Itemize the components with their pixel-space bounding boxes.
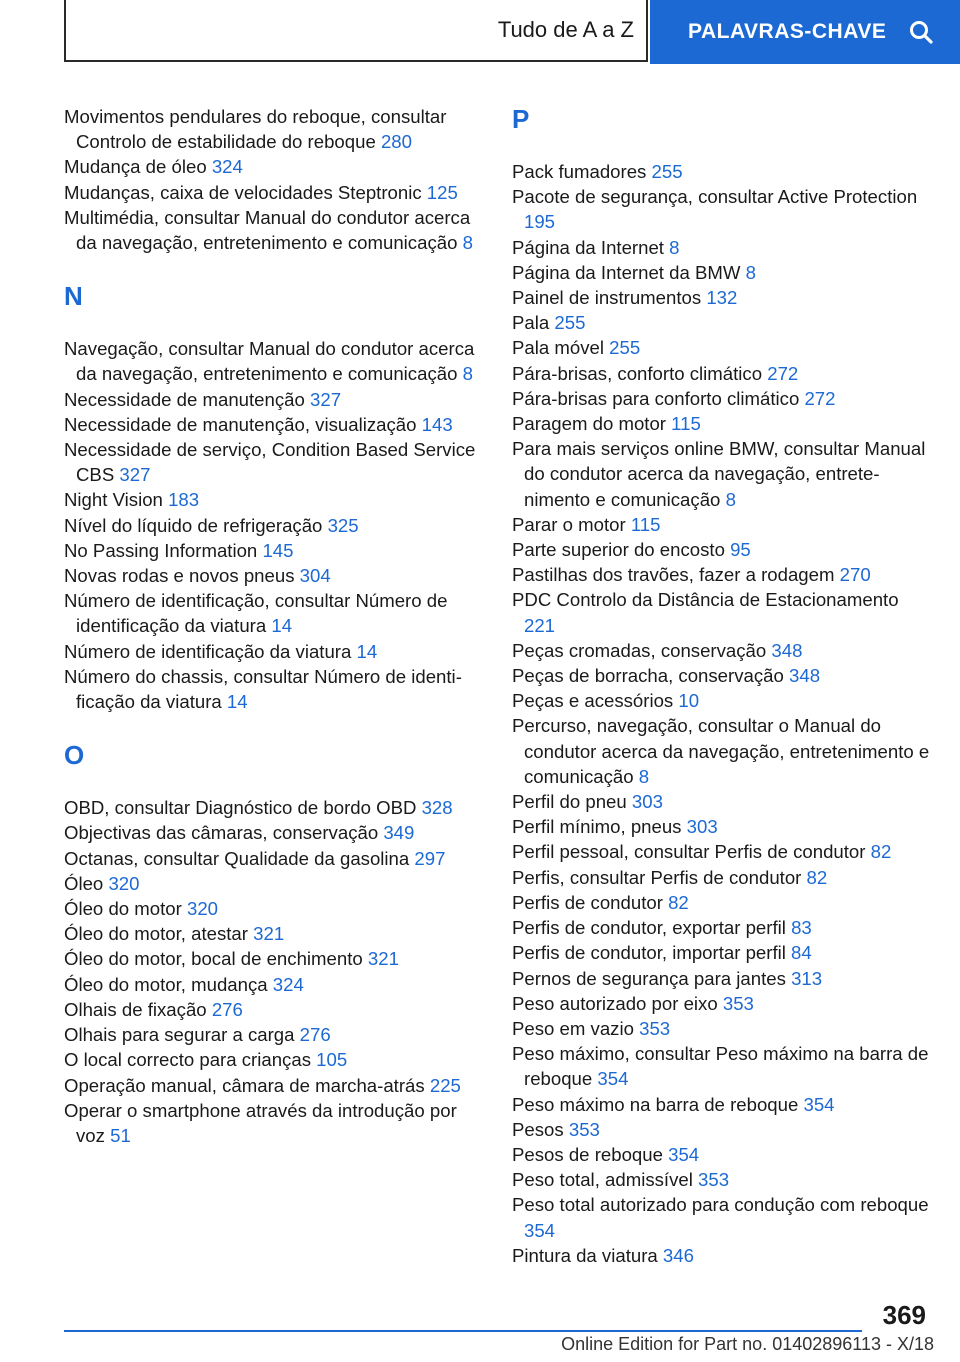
page-reference-link[interactable]: 354: [668, 1143, 700, 1165]
index-entry-text: Perfis de condutor, exportar perfil: [512, 917, 786, 939]
index-entry-text: Perfis de condutor: [512, 891, 663, 913]
index-entry-text: Peso em vazio: [512, 1017, 634, 1039]
page-reference-link[interactable]: 354: [803, 1093, 835, 1115]
page-reference-link[interactable]: 225: [429, 1074, 461, 1096]
footer-divider: [64, 1330, 862, 1332]
index-entry: [512, 865, 932, 890]
index-entry-text: Perfis de condutor, importar perfil: [512, 942, 786, 964]
index-entry: [512, 839, 932, 864]
index-letter-heading: P: [512, 104, 530, 134]
index-entry-text: Olhais para segurar a carga: [64, 1024, 295, 1046]
page-number: 369: [882, 1300, 926, 1330]
index-entry: [512, 184, 932, 234]
index-entry-text: Paragem do motor: [512, 413, 666, 435]
page-reference-link[interactable]: 321: [253, 923, 285, 945]
index-entry: [64, 1073, 484, 1098]
index-entry: [64, 387, 484, 412]
index-entry-text: Peças e acessórios: [512, 690, 674, 712]
index-entry-text: Night Vision: [64, 489, 163, 511]
page-reference-link[interactable]: 82: [668, 891, 689, 913]
index-entry: [64, 997, 484, 1022]
index-entry: [512, 436, 932, 512]
tab-a-to-z-label: Tudo de A a Z: [497, 17, 634, 42]
index-entry: [512, 890, 932, 915]
index-column-right: [512, 104, 932, 1268]
index-entry: [64, 538, 484, 563]
index-entry: [512, 789, 932, 814]
page-reference-link[interactable]: 125: [426, 181, 458, 203]
index-entry: [512, 1016, 932, 1041]
index-entry: [512, 966, 932, 991]
index-entry-text: Pernos de segurança para jantes: [512, 967, 786, 989]
index-entry: [512, 361, 932, 386]
page-reference-link[interactable]: 304: [299, 565, 331, 587]
index-entry-text: Pastilhas dos travões, fazer a rodagem: [512, 564, 835, 586]
page-reference-link[interactable]: 8: [669, 236, 680, 258]
page-reference-link[interactable]: 8: [462, 363, 473, 385]
footer-edition: Online Edition for Part no. 01402896113 - X/18: [561, 1334, 934, 1354]
page-reference-link[interactable]: 276: [299, 1024, 331, 1046]
index-entry-text: Perfis, consultar Perfis de condutor: [512, 866, 802, 888]
page-reference-link[interactable]: 145: [262, 539, 294, 561]
page-reference-link[interactable]: 313: [791, 967, 823, 989]
page-reference-link[interactable]: 348: [771, 639, 803, 661]
index-entry-text: Pala: [512, 312, 550, 334]
index-entry: [512, 1117, 932, 1142]
page-reference-link[interactable]: 195: [524, 211, 556, 233]
index-entry-text: Mudança de óleo: [64, 156, 207, 178]
index-entry: [64, 336, 484, 386]
index-entry: [512, 915, 932, 940]
index-entry-text: Peças de borracha, conservação: [512, 665, 784, 687]
index-entry-text: Novas rodas e novos pneus: [64, 565, 295, 587]
page-reference-link[interactable]: 327: [310, 388, 342, 410]
index-entry-text: Objectivas das câmaras, conservação: [64, 822, 379, 844]
index-entry: [64, 104, 484, 154]
page-reference-link[interactable]: 82: [806, 866, 828, 888]
index-entry: [64, 563, 484, 588]
page-reference-link[interactable]: 51: [110, 1124, 131, 1146]
page-reference-link[interactable]: 8: [462, 232, 473, 254]
index-entry-text: Multimédia, consultar Manual do condutor acerca da navegação, entretenimento e comunicação: [64, 206, 471, 254]
page-reference-link[interactable]: 83: [791, 917, 812, 939]
index-entry-text: Mudanças, caixa de velocidades Steptronic: [64, 181, 422, 203]
page-reference-link[interactable]: 353: [698, 1169, 730, 1191]
index-entry: [64, 1098, 484, 1148]
index-entry: [512, 663, 932, 688]
index-entry-text: Pára-brisas para conforto climático: [512, 387, 800, 409]
index-entry-text: Página da Internet da BMW: [512, 261, 741, 283]
page-reference-link[interactable]: 255: [554, 312, 586, 334]
index-entry: [512, 1243, 932, 1268]
page-reference-link[interactable]: 353: [722, 992, 754, 1014]
tab-a-to-z[interactable]: [64, 0, 648, 62]
page-reference-link[interactable]: 14: [226, 691, 248, 713]
page-reference-link[interactable]: 10: [678, 690, 700, 712]
page-reference-link[interactable]: 324: [272, 973, 304, 995]
index-entry: [64, 487, 484, 512]
index-entry-text: Operar o smartphone através da introdução por voz: [64, 1099, 457, 1146]
page-reference-link[interactable]: 95: [730, 539, 751, 561]
index-entry-text: Percurso, navegação, consultar o Manual do condutor acerca da navegação, entretenimento e comunicação: [512, 715, 930, 787]
index-entry: [512, 159, 932, 184]
index-entry: [512, 260, 932, 285]
index-entry-text: Painel de instrumentos: [512, 287, 702, 309]
index-entry: [64, 180, 484, 205]
index-entry: [512, 638, 932, 663]
top-navigation: [64, 0, 960, 64]
index-entry: [64, 846, 484, 871]
page-reference-link[interactable]: 8: [638, 765, 650, 787]
index-entry: [512, 285, 932, 310]
index-entry-text: O local correcto para crianças: [64, 1049, 311, 1071]
page-reference-link[interactable]: 353: [568, 1118, 600, 1140]
page-reference-link[interactable]: 354: [524, 1219, 556, 1241]
index-entry: [64, 664, 484, 714]
index-entry: [512, 587, 932, 637]
page-reference-link[interactable]: 353: [639, 1017, 671, 1039]
index-entry: [64, 1047, 484, 1072]
index-entry: [64, 946, 484, 971]
page-reference-link[interactable]: 221: [524, 614, 556, 636]
index-entry-text: Movimentos pendulares do reboque, consultar Controlo de estabilidade do reboque: [64, 106, 447, 153]
page-reference-link[interactable]: 320: [187, 898, 219, 920]
index-entry-text: Óleo: [64, 872, 104, 894]
index-entry: [64, 154, 484, 179]
page-reference-link[interactable]: 327: [119, 464, 151, 486]
index-entry: [64, 896, 484, 921]
page-reference-link[interactable]: 115: [630, 513, 661, 535]
page-reference-link[interactable]: 255: [609, 337, 641, 359]
index-entry: [64, 795, 484, 820]
index-entry-text: Pala móvel: [512, 337, 604, 359]
index-entry: [512, 814, 932, 839]
page-reference-link[interactable]: 115: [671, 413, 701, 435]
index-entry-text: Pack fumadores: [512, 161, 647, 182]
page-reference-link[interactable]: 321: [367, 948, 399, 970]
page-reference-link[interactable]: 349: [383, 822, 415, 844]
page-reference-link[interactable]: 82: [870, 841, 892, 863]
index-entry: [64, 921, 484, 946]
index-entry: [512, 688, 932, 713]
index-entry-text: Parar o motor: [512, 513, 626, 535]
page-reference-link[interactable]: 14: [356, 640, 378, 662]
index-entry: [512, 335, 932, 360]
page-reference-link[interactable]: 84: [791, 942, 812, 964]
index-entry: [512, 1167, 932, 1192]
index-entry: [64, 972, 484, 997]
index-entry: [512, 1142, 932, 1167]
index-entry-text: Navegação, consultar Manual do condutor acerca da navegação, entretenimento e comunicação: [64, 338, 475, 385]
index-entry-text: Óleo do motor, mudança: [64, 973, 268, 995]
index-entry: [64, 412, 484, 437]
page-reference-link[interactable]: 328: [421, 797, 453, 819]
index-entry: [512, 1041, 932, 1091]
page-reference-link[interactable]: 132: [706, 287, 738, 309]
index-entry-text: Operação manual, câmara de marcha-atrás: [64, 1074, 425, 1096]
page-reference-link[interactable]: 8: [745, 261, 756, 283]
index-column-left: [64, 104, 484, 1148]
page-reference-link[interactable]: 8: [725, 488, 736, 510]
index-entry-text: Peso máximo na barra de reboque: [512, 1093, 799, 1115]
index-entry: [512, 235, 932, 260]
index-entry: [64, 437, 484, 487]
index-entry-text: Pacote de segurança, consultar Active Protection: [512, 186, 918, 208]
index-entry-text: Octanas, consultar Qualidade da gasolina: [64, 847, 410, 869]
tab-keywords-label: PALAVRAS-CHAVE: [688, 20, 887, 43]
index-entry: [512, 1192, 932, 1242]
index-entry-text: Número de identificação, consultar Número de identificação da viatura: [64, 590, 448, 637]
page-reference-link[interactable]: 324: [211, 156, 243, 178]
index-entry-text: Necessidade de serviço, Condition Based Service CBS: [64, 439, 476, 486]
tab-keywords[interactable]: [650, 0, 960, 64]
page-reference-link[interactable]: 276: [211, 998, 243, 1020]
index-entry-text: Peças cromadas, conservação: [512, 639, 767, 661]
search-icon[interactable]: [908, 19, 934, 45]
index-entry-text: Peso total, admissível: [512, 1169, 693, 1191]
page-reference-link[interactable]: 297: [414, 847, 446, 869]
page-reference-link[interactable]: 14: [271, 615, 293, 637]
index-entry: [64, 1022, 484, 1047]
page-reference-link[interactable]: 348: [789, 665, 821, 687]
index-entry-text: Número do chassis, consultar Número de identificação da viatura: [64, 665, 462, 713]
index-entry: [64, 205, 484, 255]
index-entry: [512, 562, 932, 587]
page-reference-link[interactable]: 354: [597, 1068, 629, 1090]
index-entry-text: Perfil pessoal, consultar Perfis de condutor: [512, 841, 866, 863]
page-reference-link[interactable]: 270: [839, 564, 871, 586]
index-entry-text: Peso total autorizado para condução com reboque: [512, 1194, 929, 1216]
index-entry-text: Pintura da viatura: [512, 1244, 658, 1266]
index-entry-text: PDC Controlo da Distância de Estacionamento: [512, 589, 899, 611]
index-entry-text: Para mais serviços online BMW, consultar Manual do condutor acerca da navegação, entretenimento e comunicação: [512, 438, 926, 510]
index-entry-text: Olhais de fixação: [64, 998, 207, 1020]
index-entry-text: Peso autorizado por eixo: [512, 992, 718, 1014]
page-reference-link[interactable]: 255: [651, 161, 683, 182]
index-entry-text: No Passing Information: [64, 539, 258, 561]
page-reference-link[interactable]: 320: [108, 872, 140, 894]
page-reference-link[interactable]: 280: [380, 131, 412, 153]
index-entry: [512, 991, 932, 1016]
index-entry-text: Óleo do motor: [64, 898, 182, 920]
index-entry: [512, 1092, 932, 1117]
index-letter-heading: O: [64, 740, 85, 771]
index-entry: [64, 820, 484, 845]
index-entry-text: Página da Internet: [512, 236, 664, 258]
index-entry-text: Óleo do motor, bocal de enchimento: [64, 948, 363, 970]
page-reference-link[interactable]: 272: [804, 387, 836, 409]
index-entry-text: OBD, consultar Diagnóstico de bordo OBD: [64, 797, 417, 819]
index-entry-text: Nível do líquido de refrigeração: [64, 514, 323, 536]
index-entry: [512, 940, 932, 965]
index-entry: [512, 713, 932, 789]
page-reference-link[interactable]: 143: [421, 413, 453, 435]
index-entry-text: Óleo do motor, atestar: [64, 923, 248, 945]
page-reference-link[interactable]: 183: [168, 489, 200, 511]
index-entry: [64, 588, 484, 638]
index-entry-text: Pára-brisas, conforto climático: [512, 362, 763, 384]
page-reference-link[interactable]: 272: [767, 362, 799, 384]
index-entry: [512, 386, 932, 411]
index-letter-heading: N: [64, 281, 83, 312]
index-entry-text: Peso máximo, consultar Peso máximo na barra de reboque: [512, 1043, 929, 1090]
index-entry-text: Necessidade de manutenção, visualização: [64, 413, 417, 435]
index-entry: [64, 513, 484, 538]
page-reference-link[interactable]: 303: [686, 816, 718, 838]
index-entry-text: Perfil mínimo, pneus: [512, 816, 682, 838]
index-entry: [512, 411, 932, 436]
index-entry-text: Pesos de reboque: [512, 1143, 663, 1165]
page-reference-link[interactable]: 303: [631, 791, 663, 813]
index-entry: [512, 512, 932, 537]
index-entry-text: Perfil do pneu: [512, 791, 627, 813]
index-entry: [64, 639, 484, 664]
index-entry: [512, 310, 932, 335]
index-entry-text: Pesos: [512, 1118, 564, 1140]
page-reference-link[interactable]: 105: [316, 1049, 348, 1071]
index-entry-text: Necessidade de manutenção: [64, 388, 305, 410]
page-reference-link[interactable]: 325: [327, 514, 359, 536]
index-entry-text: Número de identificação da viatura: [64, 640, 352, 662]
page-reference-link[interactable]: 346: [662, 1244, 694, 1266]
index-entry: [64, 871, 484, 896]
index-entry: [512, 537, 932, 562]
index-entry-text: Parte superior do encosto: [512, 539, 725, 561]
